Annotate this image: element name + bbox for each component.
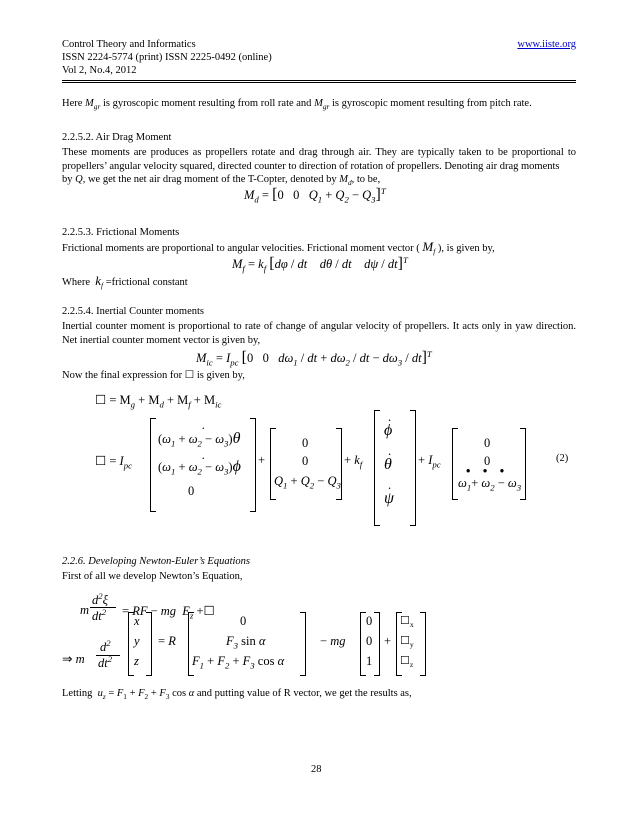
air-drag-text-2: by Q, we get the net air drag moment of the T-Copter, denoted by $M_d$, to be, xyxy=(62,174,381,188)
letting-line: Letting $u_z = F_1 + F_2 + F_3$ cos α and putting value of R vector, we get the results as, xyxy=(62,688,412,702)
inertial-final: Now the final expression for ☐ is given by, xyxy=(62,370,245,381)
header-rule xyxy=(62,80,576,81)
header-rule-2 xyxy=(62,82,576,83)
newton-euler-text: First of all we develop Newton’s Equation, xyxy=(62,571,243,582)
frictional-text: Frictional moments are proportional to angular velocities. Frictional moment vector ( $M_f$ ), is given by, xyxy=(62,239,495,257)
inertial-equation: $M_{ic} = I_{pc}$ [0 0 $d\omega_1$ / dt + $d\omega_2$ / dt − $d\omega_3 / dt]^T$ xyxy=(196,348,432,368)
volume-line: Vol 2, No.4, 2012 xyxy=(62,65,137,76)
newton-euler-heading: 2.2.6. Developing Newton-Euler’s Equations xyxy=(62,556,251,567)
inertial-heading: 2.2.5.4. Inertial Counter moments xyxy=(62,306,205,317)
total-moment-equation: ☐ = $M_g + M_d + M_f + M_{ic}$ xyxy=(95,393,222,410)
frictional-equation: $M_f = k_f$ [dφ / dt dθ / dt dψ / dt]$^T$ xyxy=(232,254,408,274)
intro-paragraph: Here $M_{gr}$ is gyroscopic moment resulting from roll rate and $M_{gr}$ is gyroscopic moment resulting from pitch rate. xyxy=(62,98,532,112)
issn-line: ISSN 2224-5774 (print) ISSN 2225-0492 (online) xyxy=(62,52,272,63)
equation-number: (2) xyxy=(556,453,569,464)
air-drag-equation: $M_d = [0$ 0 $Q_1 + Q_2 - Q_3]^T$ xyxy=(244,185,386,205)
page-number: 28 xyxy=(311,764,322,775)
journal-name: Control Theory and Informatics xyxy=(62,39,196,50)
inertial-text: Inertial counter moment is proportional to rate of change of angular velocity of propellers. It acts only in yaw direction. Net inertial counter moment vector is given by, xyxy=(62,321,576,346)
website-link[interactable]: www.iiste.org xyxy=(517,39,576,50)
frictional-heading: 2.2.5.3. Frictional Moments xyxy=(62,227,180,238)
air-drag-heading: 2.2.5.2. Air Drag Moment xyxy=(62,132,172,143)
frictional-where: Where $k_f$ =frictional constant xyxy=(62,273,188,291)
air-drag-text: These moments are produces as propellers rotate and drag through air. They are typically taken to be proportional to propellers’ angular velocity squared, directed counter to direction of rotation of propellers. Denoting air drag moments xyxy=(62,147,576,172)
